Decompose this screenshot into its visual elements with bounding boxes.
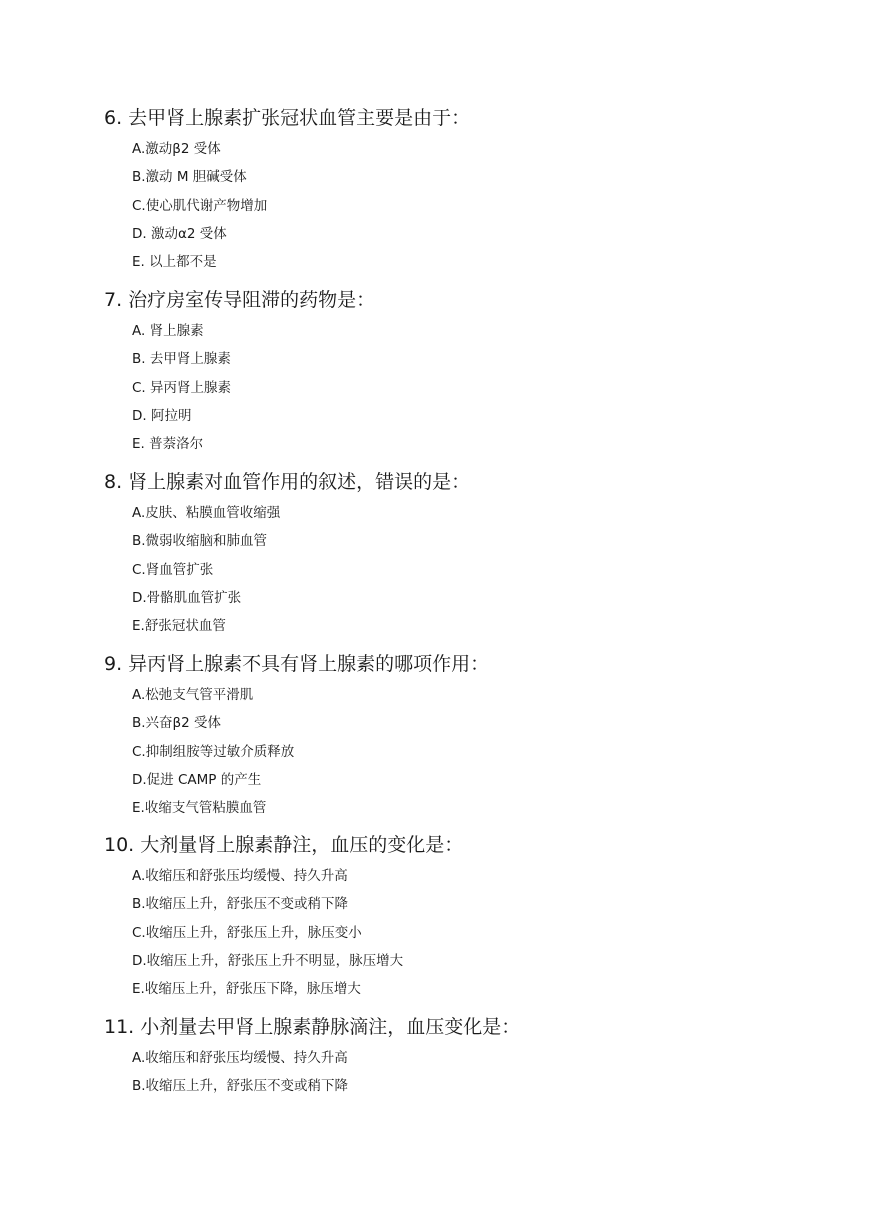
option-b: B. 去甲肾上腺素 — [132, 351, 231, 368]
option-e: E. 普萘洛尔 — [132, 436, 204, 453]
option-a: A.收缩压和舒张压均缓慢、持久升高 — [132, 1050, 348, 1066]
option-e: E.收缩支气管粘膜血管 — [132, 800, 267, 817]
question-7 — [104, 288, 844, 453]
option-a: A. 肾上腺素 — [132, 323, 204, 339]
option-list — [132, 504, 869, 635]
question-11 — [104, 1015, 844, 1095]
option-c: C.收缩压上升，舒张压上升，脉压变小 — [132, 924, 362, 941]
question-title: 11. 小剂量去甲肾上腺素静脉滴注，血压变化是： — [104, 1016, 521, 1038]
option-b: B.兴奋β2 受体 — [132, 715, 222, 732]
option-a: A.激动β2 受体 — [132, 141, 221, 157]
option-b: B.收缩压上升，舒张压不变或稍下降 — [132, 1078, 349, 1095]
question-title: 10. 大剂量肾上腺素静注，血压的变化是： — [104, 834, 464, 856]
option-b: B.微弱收缩脑和肺血管 — [132, 533, 268, 550]
option-c: C.使心肌代谢产物增加 — [132, 197, 268, 214]
option-list — [132, 1049, 869, 1095]
option-list — [132, 686, 869, 817]
option-e: E.收缩压上升，舒张压下降，脉压增大 — [132, 981, 361, 998]
option-b: B.收缩压上升，舒张压不变或稍下降 — [132, 896, 349, 913]
option-d: D. 阿拉明 — [132, 407, 192, 424]
option-c: C. 异丙肾上腺素 — [132, 379, 232, 396]
option-list — [132, 322, 869, 453]
option-list — [132, 140, 869, 271]
option-a: A.收缩压和舒张压均缓慢、持久升高 — [132, 868, 348, 884]
question-title: 9. 异丙肾上腺素不具有肾上腺素的哪项作用： — [104, 653, 490, 675]
option-d: D. 激动α2 受体 — [132, 225, 227, 242]
option-d: D.骨骼肌血管扩张 — [132, 589, 242, 606]
question-title: 8. 肾上腺素对血管作用的叙述，错误的是： — [104, 471, 471, 493]
question-10 — [104, 833, 844, 998]
option-a: A.松弛支气管平滑肌 — [132, 687, 254, 703]
question-8 — [104, 470, 844, 635]
option-c: C.肾血管扩张 — [132, 561, 214, 578]
option-d: D.促进 CAMP 的产生 — [132, 771, 262, 788]
option-e: E. 以上都不是 — [132, 254, 217, 271]
question-title: 6. 去甲肾上腺素扩张冠状血管主要是由于： — [104, 107, 471, 129]
option-list — [132, 867, 869, 998]
question-title: 7. 治疗房室传导阻滞的药物是： — [104, 289, 376, 311]
question-9 — [104, 652, 844, 817]
option-a: A.皮肤、粘膜血管收缩强 — [132, 505, 281, 521]
question-6 — [104, 106, 844, 271]
option-c: C.抑制组胺等过敏介质释放 — [132, 743, 295, 760]
option-e: E.舒张冠状血管 — [132, 618, 226, 635]
option-d: D.收缩压上升，舒张压上升不明显，脉压增大 — [132, 952, 404, 969]
option-b: B.激动 M 胆碱受体 — [132, 169, 247, 186]
